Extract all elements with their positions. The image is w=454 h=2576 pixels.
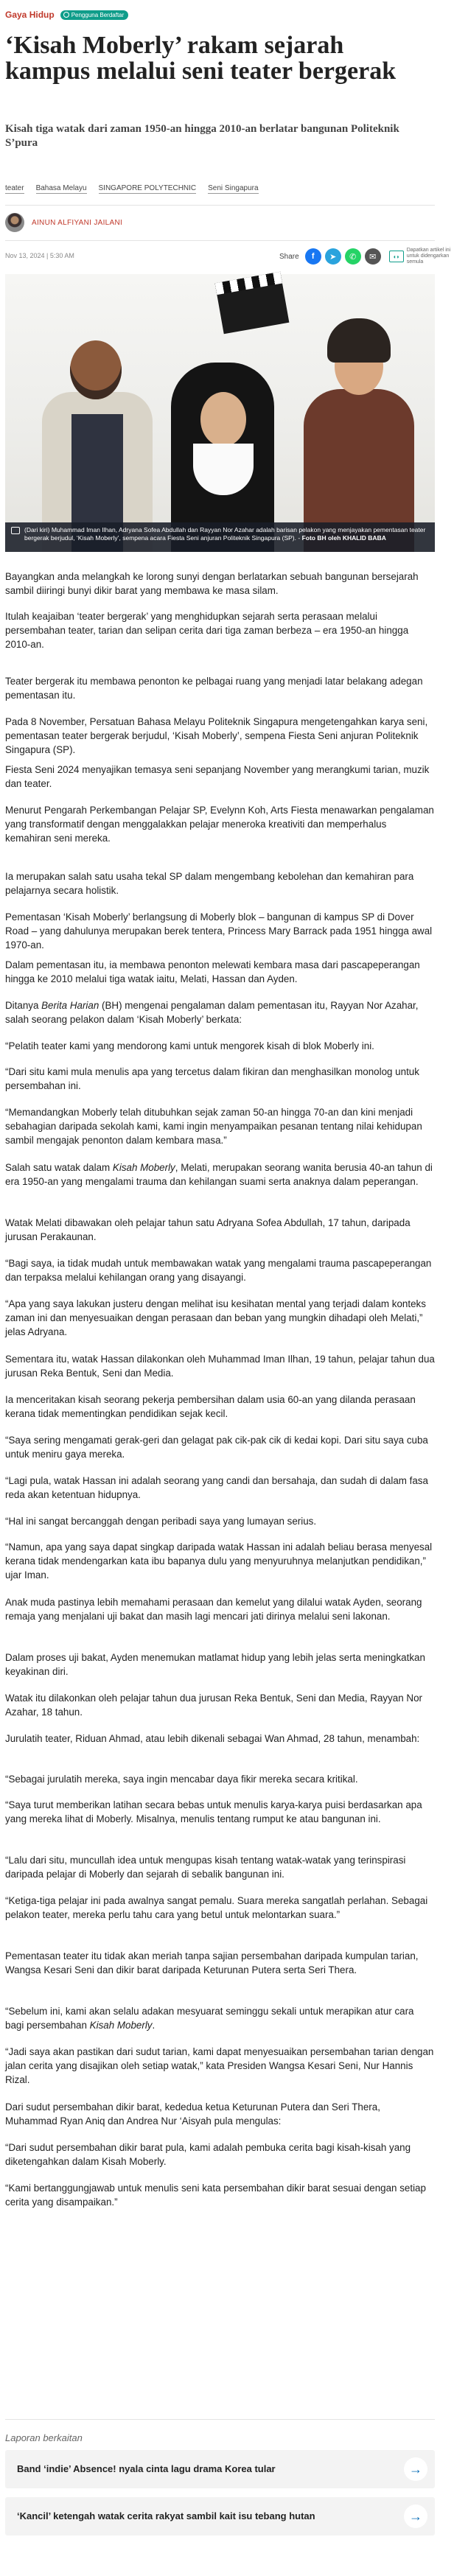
paragraph: “Bagi saya, ia tidak mudah untuk membawakan watak yang mengalami trauma pascapeperangan dan terpaksa melalui kehilangan orang yang disayangi.: [5, 1258, 432, 1283]
paragraph: Bayangkan anda melangkah ke lorong sunyi dengan berlatarkan sebuah bangunan bersejarah sambil diiringi bunyi dikir barat yang membawa ke masa silam.: [5, 571, 419, 596]
paragraph: Teater bergerak itu membawa penonton ke pelbagai ruang yang menjadi latar belakang adegan pementasan itu.: [5, 676, 423, 701]
tag-link[interactable]: teater: [5, 184, 24, 192]
person-right: [296, 318, 422, 552]
paragraph: Fiesta Seni 2024 menyajikan temasya seni sepanjang November yang merangkumi tarian, muzik dan teater.: [5, 764, 430, 789]
badge-label: Pengguna Berdaftar: [71, 11, 125, 18]
paragraph: “Ketiga-tiga pelajar ini pada awalnya sangat pemalu. Suara mereka sangatlah perlahan. Sebagai pelakon teater, mereka perlu tahu cara yang betul untuk melontarkan suara.”: [5, 1895, 428, 1920]
arrow-right-icon[interactable]: →: [404, 2505, 427, 2528]
hero-photo: [5, 274, 435, 552]
related-article-title[interactable]: Band ‘indie’ Absence! nyala cinta lagu drama Korea tular: [17, 2463, 276, 2474]
paragraph: “Lagi pula, watak Hassan ini adalah seorang yang candi dan bersahaja, dan sudah di dalam fasa reda akan ketentuan hidupnya.: [5, 1475, 428, 1500]
photo-credit: Foto BH oleh KHALID BABA: [301, 534, 386, 542]
paragraph: Dari sudut persembahan dikir barat, kededua ketua Keturunan Putera dan Seri Thera, Muhammad Ryan Aniq dan Andrea Nur ‘Aisyah pula mengulas:: [5, 2101, 380, 2127]
paragraph: “Jadi saya akan pastikan dari sudut tarian, kami dapat menyesuaikan persembahan tarian dengan jalan cerita yang disajikan oleh setiap watak,” kata Presiden Wangsa Kesari Seni, Nur Hannis Rizal.: [5, 2046, 434, 2085]
paragraph: “Dari situ kami mula menulis apa yang tercetus dalam fikiran dan menghasilkan monolog untuk persembahan ini.: [5, 1066, 419, 1091]
author-avatar: [5, 213, 24, 232]
divider: [5, 205, 435, 206]
related-label: Laporan berkaitan: [5, 2432, 83, 2443]
clapperboard-illustration: [215, 272, 290, 335]
paragraph: Dalam pementasan itu, ia membawa penonton melewati kembara masa dari pascapeperangan hingga ke 2010 melalui tiga watak iaitu, Melati, Hassan dan Ayden.: [5, 959, 420, 984]
share-bar: [279, 248, 454, 265]
paragraph: “Saya sering mengamati gerak-geri dan gelagat pak cik-pak cik di kedai kopi. Dari situ saya cuba untuk meniru gaya mereka.: [5, 1435, 428, 1460]
paragraph: Jurulatih teater, Riduan Ahmad, atau lebih dikenali sebagai Wan Ahmad, 28 tahun, menambah:: [5, 1733, 420, 1744]
paragraph: Sementara itu, watak Hassan dilakonkan oleh Muhammad Iman Ilhan, 19 tahun, pelajar tahun dua jurusan Reka Bentuk, Seni dan Media.: [5, 1354, 435, 1379]
paragraph: “Sebagai jurulatih mereka, saya ingin mencabar daya fikir mereka secara kritikal.: [5, 1774, 358, 1785]
photo-caption: (Dari kiri) Muhammad Iman Ilhan, Adryana Sofea Abdullah dan Rayyan Nor Azahar adalah barisan pelakon yang menjayakan pementasan teater bergerak berjudul, ‘Kisah Moberly’, sempena acara Fiesta Seni anjuran Politeknik Singapura (SP). - Foto BH oleh KHALID BABA: [24, 526, 426, 542]
paragraph: Menurut Pengarah Perkembangan Pelajar SP, Evelynn Koh, Arts Fiesta menawarkan pengalaman yang transformatif dengan menggalakkan pelajar meneroka kreativiti dan memperhalus kemahiran seni mereka.: [5, 805, 434, 844]
paragraph: Ia merupakan salah satu usaha tekal SP dalam mengembang kebolehan dan kemahiran para pelajarnya secara holistik.: [5, 871, 414, 896]
person-left: [42, 340, 153, 552]
paragraph: “Memandangkan Moberly telah ditubuhkan sejak zaman 50-an hingga 70-an dan kini menjadi sebahagian daripada sekolah kami, kami ingin menyampaikan pesanan tentang nilai kehidupan sambil mengajak penonton dalam kembara masa.”: [5, 1107, 422, 1146]
paragraph: Anak muda pastinya lebih memahami perasaan dan kemelut yang dilalui watak Ayden, seorang remaja yang menjalani uji bakat dan masih lagi mencari jati dirinya melalui seni lakonan.: [5, 1597, 422, 1622]
article-title: ‘Kisah Moberly’ rakam sejarah kampus melalui seni teater bergerak: [5, 32, 397, 85]
paragraph: Itulah keajaiban ‘teater bergerak’ yang menghidupkan sejarah serta perasaan melalui persembahan teater, tarian dan selipan cerita dari tiga zaman berbeza – era 1950-an hingga 2010-an.: [5, 611, 409, 650]
paragraph: Pementasan teater itu tidak akan meriah tanpa sajian persembahan daripada kumpulan tarian, Wangsa Kesari Seni dan dikir barat daripada Keturunan Putera serta Seri Thera.: [5, 1950, 419, 1975]
paragraph: Ditanya Berita Harian (BH) mengenai pengalaman dalam pementasan itu, Rayyan Nor Azahar, salah seorang pelakon dalam ‘Kisah Moberly’ berkata:: [5, 1000, 419, 1025]
paragraph: Salah satu watak dalam Kisah Moberly, Melati, merupakan seorang wanita berusia 40-an tahun di era 1950-an yang mengalami trauma dan kehilangan suami serta anaknya dalam peperangan.: [5, 1162, 433, 1187]
tag-link[interactable]: Bahasa Melayu: [35, 184, 87, 192]
paragraph: “Sebelum ini, kami akan selalu adakan mesyuarat seminggu sekali untuk merapikan atur cara bagi persembahan Kisah Moberly.: [5, 2006, 414, 2031]
meta-row: [5, 248, 451, 265]
paragraph: “Saya turut memberikan latihan secara bebas untuk menulis karya-karya puisi berdasarkan apa yang mereka lihat di Moberly. Misalnya, menulis tentang rumput ke atau bangunan ini.: [5, 1799, 422, 1824]
listen-article-label: Dapatkan artikel ini untuk didengarkan semula: [406, 248, 451, 265]
paragraph: Watak itu dilakonkan oleh pelajar tahun dua jurusan Reka Bentuk, Seni dan Media, Rayyan Nor Azahar, 18 tahun.: [5, 1693, 422, 1718]
paragraph: “Hal ini sangat bercanggah dengan peribadi saya yang lumayan serius.: [5, 1516, 317, 1527]
share-label: Share: [279, 252, 299, 261]
user-icon: [63, 12, 69, 18]
email-icon[interactable]: ✉: [365, 248, 381, 265]
author-row: [5, 213, 122, 232]
paragraph: Watak Melati dibawakan oleh pelajar tahun satu Adryana Sofea Abdullah, 17 tahun, daripada jurusan Perakaunan.: [5, 1217, 411, 1242]
paragraph: Ia menceritakan kisah seorang pekerja pembersihan dalam usia 60-an yang dilanda perasaan kerana tidak mementingkan pendidikan sejak kecil.: [5, 1394, 416, 1419]
paragraph: Pada 8 November, Persatuan Bahasa Melayu Politeknik Singapura mengetengahkan karya seni, pementasan teater bergerak berjudul, ‘Kisah Moberly’, sempena Fiesta Seni anjuran Politeknik Singapura (SP).: [5, 716, 428, 755]
paragraph: “Kami bertanggungjawab untuk menulis seni kata persembahan dikir barat sesuai dengan setiap cerita yang disampaikan.”: [5, 2183, 426, 2208]
tag-link[interactable]: SINGAPORE POLYTECHNIC: [98, 184, 197, 192]
divider: [5, 2419, 435, 2420]
divider: [5, 240, 435, 241]
tag-link[interactable]: Seni Singapura: [208, 184, 259, 192]
kicker-row: [5, 9, 128, 21]
registered-user-badge: [60, 10, 129, 20]
paragraph: “Namun, apa yang saya dapat singkap daripada watak Hassan ini adalah beliau berasa menyesal kerana tidak mendengarkan kata ibu bapanya dulu yang menyuruhnya melanjutkan pendidikan,” ujar Iman.: [5, 1541, 433, 1581]
paragraph: Pementasan ‘Kisah Moberly’ berlangsung di Moberly blok – bangunan di kampus SP di Dover Road – yang dahulunya merupakan berek tentera, Princess Mary Barrack pada 1951 hingga awal 1970-an.: [5, 911, 433, 951]
paragraph: “Pelatih teater kami yang mendorong kami untuk mengorek kisah di blok Moberly ini.: [5, 1040, 374, 1051]
related-article-card[interactable]: [5, 2450, 435, 2488]
paragraph: “Lalu dari situ, muncullah idea untuk mengupas kisah tentang watak-watak yang terinspirasi daripada pelajar di Moberly dan sejarah di sebalik bangunan ini.: [5, 1855, 406, 1880]
article-dek: Kisah tiga watak dari zaman 1950-an hingga 2010-an berlatar bangunan Politeknik S’pura: [5, 123, 399, 149]
paragraph: Dalam proses uji bakat, Ayden menemukan matlamat hidup yang lebih jelas serta meningkatkan keyakinan diri.: [5, 1652, 425, 1677]
camera-icon: [11, 527, 20, 534]
publish-date: Nov 13, 2024 | 5:30 AM: [5, 252, 74, 259]
headphones-icon: ◖◗: [389, 251, 404, 262]
facebook-icon[interactable]: f: [305, 248, 321, 265]
related-article-title[interactable]: ‘Kancil’ ketengah watak cerita rakyat sambil kait isu tebang hutan: [17, 2510, 315, 2521]
tag-list: [5, 184, 259, 194]
author-name[interactable]: AINUN ALFIYANI JAILANI: [32, 218, 123, 227]
paragraph: “Apa yang saya lakukan justeru dengan melihat isu kesihatan mental yang terjadi dalam konteks zaman ini dan menyesuaikan dengan perasaan dan beban yang mungkin dihadapi oleh Melati,” jelas Adryana.: [5, 1298, 426, 1337]
listen-article-button[interactable]: [389, 248, 454, 265]
whatsapp-icon[interactable]: ✆: [345, 248, 361, 265]
photo-caption-bar: [5, 522, 435, 552]
arrow-right-icon[interactable]: →: [404, 2457, 427, 2481]
telegram-icon[interactable]: ➤: [325, 248, 341, 265]
section-kicker[interactable]: Gaya Hidup: [5, 10, 55, 20]
related-article-card[interactable]: [5, 2497, 435, 2535]
paragraph: “Dari sudut persembahan dikir barat pula, kami adalah pembuka cerita bagi kisah-kisah yang diketengahkan dalam Kisah Moberly.: [5, 2142, 411, 2167]
